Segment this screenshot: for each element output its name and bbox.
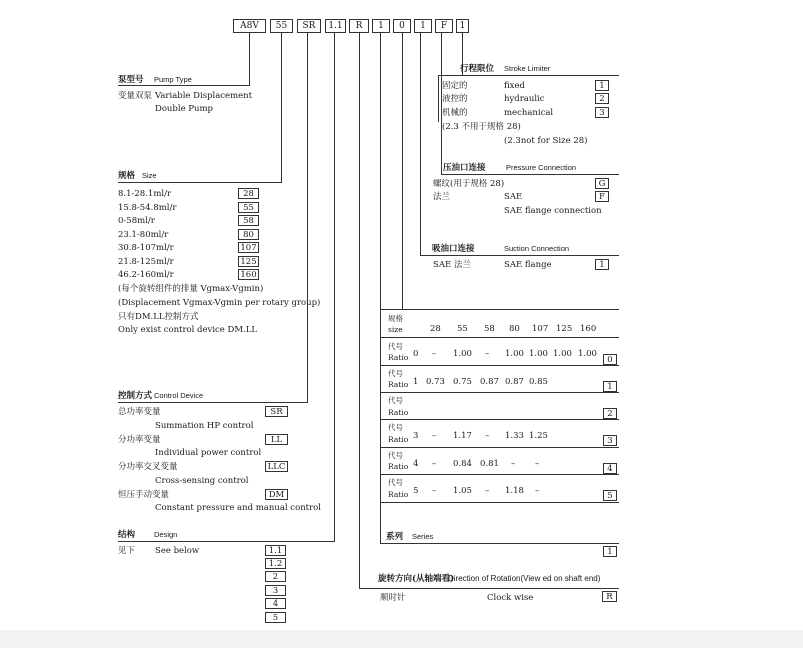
connector-pump-type — [249, 33, 250, 85]
ratio-cell: – — [432, 486, 437, 496]
underline-series — [380, 543, 619, 544]
ratio-cell: 0.73 — [426, 377, 445, 387]
ratio-size: 28 — [430, 324, 441, 334]
size-range: 46.2-160ml/r — [118, 270, 174, 280]
ratio-size: 107 — [532, 324, 549, 334]
ratio-cell: 5 — [413, 486, 419, 496]
control-code: SR — [265, 406, 288, 417]
size-code: 58 — [238, 215, 259, 226]
design-code: 5 — [265, 612, 286, 623]
ratio-cell: 1 — [413, 377, 419, 387]
size-code: 160 — [238, 269, 259, 280]
control-item-en: Constant pressure and manual control — [155, 503, 321, 513]
ratio-header-en: size — [388, 325, 403, 334]
size-range: 23.1-80ml/r — [118, 230, 169, 240]
underline-suction — [420, 255, 619, 256]
ratio-code: 5 — [603, 490, 617, 501]
ratio-cell: 0.85 — [529, 377, 548, 387]
size-range: 21.8-125ml/r — [118, 257, 174, 267]
suction-code: 1 — [595, 259, 609, 270]
ratio-cell: – — [432, 459, 437, 469]
ratio-cell: – — [432, 431, 437, 441]
connector-series — [380, 33, 381, 543]
stroke-bracket-left — [438, 75, 439, 122]
size-range: 30.8-107ml/r — [118, 243, 174, 253]
ratio-cell: – — [535, 486, 540, 496]
control-item-en: Summation HP control — [155, 421, 254, 431]
ratio-row-label-en: Ratio — [388, 462, 409, 471]
ratio-row-label-cn: 代号 — [388, 478, 403, 487]
ratio-row-label-cn: 代号 — [388, 423, 403, 432]
ratio-cell: – — [432, 349, 437, 359]
pump-type-label-cn: 变量双泵 — [118, 91, 153, 101]
size-code: 28 — [238, 188, 259, 199]
ratio-row-label-en: Ratio — [388, 408, 409, 417]
underline-pressure — [441, 174, 619, 175]
size-code: 55 — [238, 202, 259, 213]
ratio-cell: 1.18 — [505, 486, 524, 496]
ratio-row-label-cn: 代号 — [388, 396, 403, 405]
code-box-size: 55 — [270, 19, 293, 33]
size-range: 15.8-54.8ml/r — [118, 203, 177, 213]
ratio-cell: 1.17 — [453, 431, 472, 441]
stroke-item-cn: 固定的 — [442, 81, 468, 91]
pressure-item-cn: 螺纹(用于规格 28) — [433, 179, 505, 189]
pump-type-title-en: Pump Type — [154, 75, 192, 84]
size-note-2: (Displacement Vgmax-Vgmin per rotary group) — [118, 298, 321, 308]
code-box-control: SR — [297, 19, 321, 33]
size-code: 125 — [238, 256, 259, 267]
connector-rotation — [359, 33, 360, 588]
pressure-title-cn: 压油口连接 — [443, 163, 486, 173]
ratio-row-label-en: Ratio — [388, 353, 409, 362]
ratio-row-divider — [380, 365, 619, 366]
ratio-cell: – — [485, 486, 490, 496]
control-item-en: Individual power control — [155, 448, 262, 458]
code-box-design: 1.1 — [325, 19, 346, 33]
ratio-size: 55 — [457, 324, 468, 334]
ratio-row-divider — [380, 419, 619, 420]
size-note-4: Only exist control device DM.LL — [118, 325, 258, 335]
footer-bar — [0, 630, 803, 648]
ratio-code: 4 — [603, 463, 617, 474]
code-box-rotation: R — [349, 19, 369, 33]
control-item-en: Cross-sensing control — [155, 476, 249, 486]
ratio-row-label-en: Ratio — [388, 435, 409, 444]
size-range: 0-58ml/r — [118, 216, 155, 226]
ratio-row-label-en: Ratio — [388, 490, 409, 499]
control-item-cn: 恒压手动变量 — [118, 490, 170, 500]
ratio-row-label-en: Ratio — [388, 380, 409, 389]
ratio-row-divider — [380, 447, 619, 448]
connector-size — [281, 33, 282, 182]
ratio-size: 80 — [509, 324, 520, 334]
ratio-cell: 0.75 — [453, 377, 472, 387]
ratio-cell: 0.87 — [480, 377, 499, 387]
design-title-cn: 结构 — [118, 530, 136, 540]
control-code: LL — [265, 434, 288, 445]
ratio-cell: 1.05 — [453, 486, 472, 496]
ratio-code: 2 — [603, 408, 617, 419]
stroke-note-cn: (2.3 不用于规格 28) — [442, 122, 521, 132]
ratio-row-divider — [380, 392, 619, 393]
design-code: 2 — [265, 571, 286, 582]
ratio-table-top — [380, 309, 619, 310]
series-title-en: Series — [412, 532, 434, 541]
control-item-cn: 分功率变量 — [118, 435, 161, 445]
stroke-item-cn: 液控的 — [442, 94, 468, 104]
control-code: LLC — [265, 461, 288, 472]
pressure-code: F — [595, 191, 609, 202]
size-title-en: Size — [142, 171, 157, 180]
suction-title-cn: 吸油口连接 — [432, 244, 475, 254]
underline-rotation — [359, 588, 619, 589]
ratio-cell: 1.00 — [553, 349, 572, 359]
code-box-ratio: 0 — [393, 19, 411, 33]
ratio-row-divider — [380, 502, 619, 503]
pressure-extra: SAE flange connection — [504, 206, 602, 216]
ratio-cell: 1.00 — [529, 349, 548, 359]
pressure-item-en: SAE — [504, 192, 523, 202]
stroke-code: 1 — [595, 80, 609, 91]
ratio-cell: 4 — [413, 459, 419, 469]
rotation-code: R — [602, 591, 617, 602]
pressure-title-en: Pressure Connection — [506, 163, 577, 172]
design-code: 3 — [265, 585, 286, 596]
ratio-cell: 1.00 — [578, 349, 597, 359]
series-title-cn: 系列 — [386, 532, 404, 542]
stroke-title-cn: 行程限位 — [460, 64, 495, 74]
size-code: 107 — [238, 242, 259, 253]
pump-type-desc-1: Variable Displacement — [155, 91, 253, 101]
design-title-en: Design — [154, 530, 178, 539]
ratio-cell: 0.81 — [480, 459, 499, 469]
code-box-pump-type: A8V — [233, 19, 266, 33]
control-code: DM — [265, 489, 288, 500]
suction-label-en: SAE flange — [504, 260, 552, 270]
stroke-item-en: fixed — [504, 81, 525, 91]
control-title-cn: 控制方式 — [118, 391, 153, 401]
size-note-3: 只有DM.LL控制方式 — [118, 312, 199, 322]
size-note-1: (每个旋转组件的排量 Vgmax-Vgmin) — [118, 284, 264, 294]
underline-stroke — [438, 75, 619, 76]
rotation-label-en: Clock wise — [487, 593, 534, 603]
ratio-cell: 0 — [413, 349, 419, 359]
ratio-row-divider — [380, 337, 619, 338]
ratio-code: 3 — [603, 435, 617, 446]
ratio-row-divider — [380, 474, 619, 475]
connector-suction — [420, 33, 421, 255]
stroke-item-en: mechanical — [504, 108, 554, 118]
ratio-cell: 0.84 — [453, 459, 472, 469]
ratio-size: 125 — [556, 324, 573, 334]
rotation-title-cn: 旋转方向(从轴端看) — [378, 574, 455, 584]
ratio-code: 0 — [603, 354, 617, 365]
size-title-cn: 规格 — [118, 171, 136, 181]
design-code: 1.1 — [265, 545, 286, 556]
ratio-cell: – — [535, 459, 540, 469]
connector-ratio — [402, 33, 403, 309]
control-title-en: Control Device — [154, 391, 204, 400]
design-code: 1.2 — [265, 558, 286, 569]
pump-type-desc-2: Double Pump — [155, 104, 213, 114]
stroke-item-en: hydraulic — [504, 94, 545, 104]
stroke-code: 2 — [595, 93, 609, 104]
ratio-cell: – — [485, 431, 490, 441]
code-box-series: 1 — [372, 19, 390, 33]
ratio-code: 1 — [603, 381, 617, 392]
ratio-cell: 3 — [413, 431, 419, 441]
stroke-note-en: (2.3not for Size 28) — [504, 136, 588, 146]
code-box-pressure: F — [435, 19, 453, 33]
control-item-cn: 总功率变量 — [118, 407, 161, 417]
suction-title-en: Suction Connection — [504, 244, 570, 253]
ratio-cell: 1.33 — [505, 431, 524, 441]
control-item-cn: 分功率交叉变量 — [118, 462, 178, 472]
ratio-row-label-cn: 代号 — [388, 369, 403, 378]
underline-pump-type — [118, 85, 250, 86]
series-code: 1 — [603, 546, 617, 557]
stroke-code: 3 — [595, 107, 609, 118]
ratio-cell: 1.00 — [453, 349, 472, 359]
suction-label-cn: SAE 法兰 — [433, 260, 471, 270]
size-range: 8.1-28.1ml/r — [118, 189, 172, 199]
ratio-cell: 0.87 — [505, 377, 524, 387]
code-box-suction: 1 — [414, 19, 432, 33]
connector-control — [307, 33, 308, 403]
underline-control — [118, 402, 308, 403]
ratio-row-label-cn: 代号 — [388, 342, 403, 351]
code-box-stroke: 1 — [456, 19, 469, 33]
ratio-cell: 1.25 — [529, 431, 548, 441]
design-label-en: See below — [155, 546, 200, 556]
stroke-title-en: Stroke Limiter — [504, 64, 551, 73]
pump-type-title-cn: 泵型号 — [118, 75, 144, 85]
ratio-header-cn: 规格 — [388, 314, 403, 323]
design-code: 4 — [265, 598, 286, 609]
size-code: 80 — [238, 229, 259, 240]
ratio-cell: – — [511, 459, 516, 469]
rotation-title-en: Direction of Rotation(View ed on shaft end) — [448, 574, 601, 583]
connector-design — [334, 33, 335, 541]
ratio-cell: – — [485, 349, 490, 359]
ratio-size: 160 — [580, 324, 597, 334]
pressure-item-cn: 法兰 — [433, 192, 451, 202]
stroke-item-cn: 机械的 — [442, 108, 468, 118]
ratio-size: 58 — [484, 324, 495, 334]
design-label-cn: 见下 — [118, 546, 136, 556]
ratio-cell: 1.00 — [505, 349, 524, 359]
underline-size — [118, 182, 282, 183]
pressure-code: G — [595, 178, 609, 189]
rotation-label-cn: 顺时针 — [380, 593, 406, 603]
ratio-row-label-cn: 代号 — [388, 451, 403, 460]
underline-design — [118, 541, 335, 542]
